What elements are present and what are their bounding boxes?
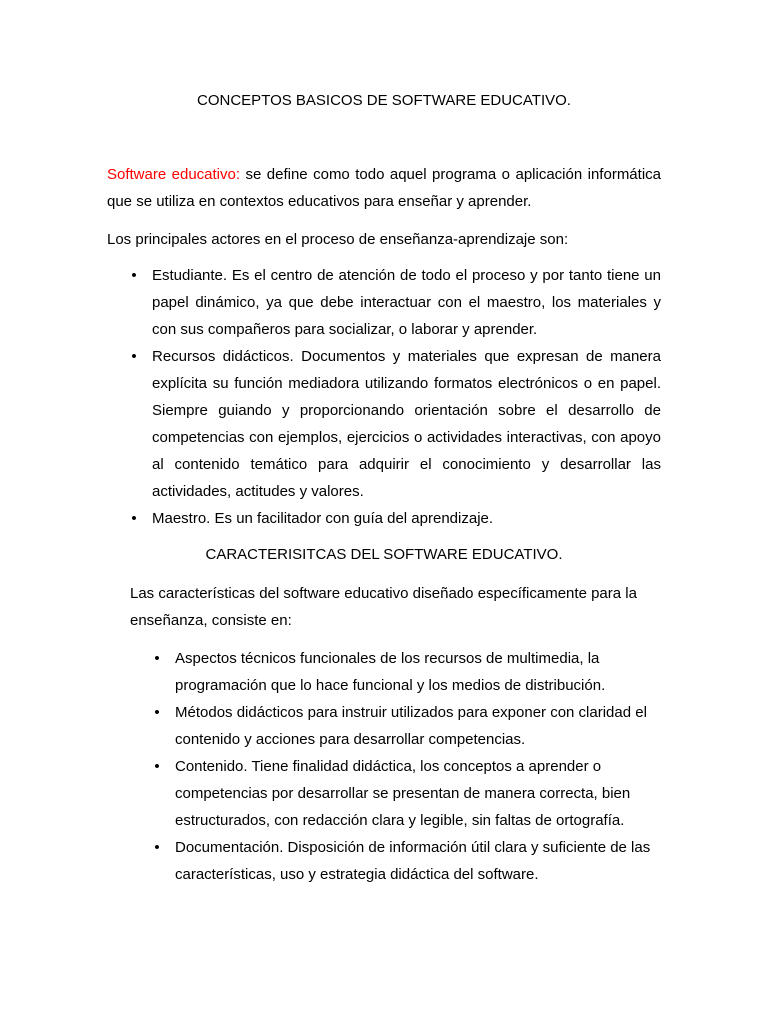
actors-intro: Los principales actores en el proceso de enseñanza-aprendizaje son:	[107, 231, 569, 248]
actors-list	[131, 262, 661, 532]
bullet-icon: •	[154, 758, 160, 775]
list-item-text: Aspectos técnicos funcionales de los recursos de multimedia, la programación que lo hace funcional y los medios de distribución.	[175, 650, 606, 694]
list-item-text: Maestro. Es un facilitador con guía del aprendizaje.	[152, 510, 494, 527]
bullet-icon: •	[131, 267, 137, 284]
bullet-icon: •	[131, 510, 137, 527]
section-title: CARACTERISITCAS DEL SOFTWARE EDUCATIVO.	[205, 546, 563, 563]
list-item-text: Documentación. Disposición de información útil clara y suficiente de las características, uso y estrategia didáctica del software.	[175, 839, 651, 883]
list-item-text: Métodos didácticos para instruir utilizados para exponer con claridad el contenido y acciones para desarrollar competencias.	[175, 704, 647, 748]
definition-paragraph	[107, 161, 661, 215]
bullet-icon: •	[154, 650, 160, 667]
list-item	[154, 834, 661, 888]
list-item	[131, 262, 661, 343]
list-item	[154, 645, 661, 699]
list-item	[131, 343, 661, 505]
bullet-icon: •	[154, 839, 160, 856]
list-item	[154, 753, 661, 834]
features-list	[154, 645, 661, 888]
page-title: CONCEPTOS BASICOS DE SOFTWARE EDUCATIVO.	[197, 92, 571, 109]
list-item	[131, 505, 661, 532]
bullet-icon: •	[131, 348, 137, 365]
list-item-text: Recursos didácticos. Documentos y materiales que expresan de manera explícita su función mediadora utilizando formatos electrónicos o en papel. Siempre guiando y proporcionando orientación sobre el desarrollo de competencias con ejemplos, ejercicios o actividades interactivas, con apoyo al contenido temático para adquirir el conocimiento y desarrollar las actividades, actitudes y valores.	[152, 348, 661, 500]
list-item-text: Estudiante. Es el centro de atención de todo el proceso y por tanto tiene un papel dinámico, ya que debe interactuar con el maestro, los materiales y con sus compañeros para socializar, o laborar y aprender.	[152, 267, 661, 338]
definition-term: Software educativo:	[107, 166, 241, 183]
definition-text: se define como todo aquel programa o aplicación informática que se utiliza en contextos educativos para enseñar y aprender.	[107, 166, 661, 210]
bullet-icon: •	[154, 704, 160, 721]
features-intro: Las características del software educativo diseñado específicamente para la enseñanza, consiste en:	[130, 585, 637, 629]
list-item	[154, 699, 661, 753]
list-item-text: Contenido. Tiene finalidad didáctica, los conceptos a aprender o competencias por desarrollar se presentan de manera correcta, bien estructurados, con redacción clara y legible, sin faltas de ortografía.	[175, 758, 631, 829]
